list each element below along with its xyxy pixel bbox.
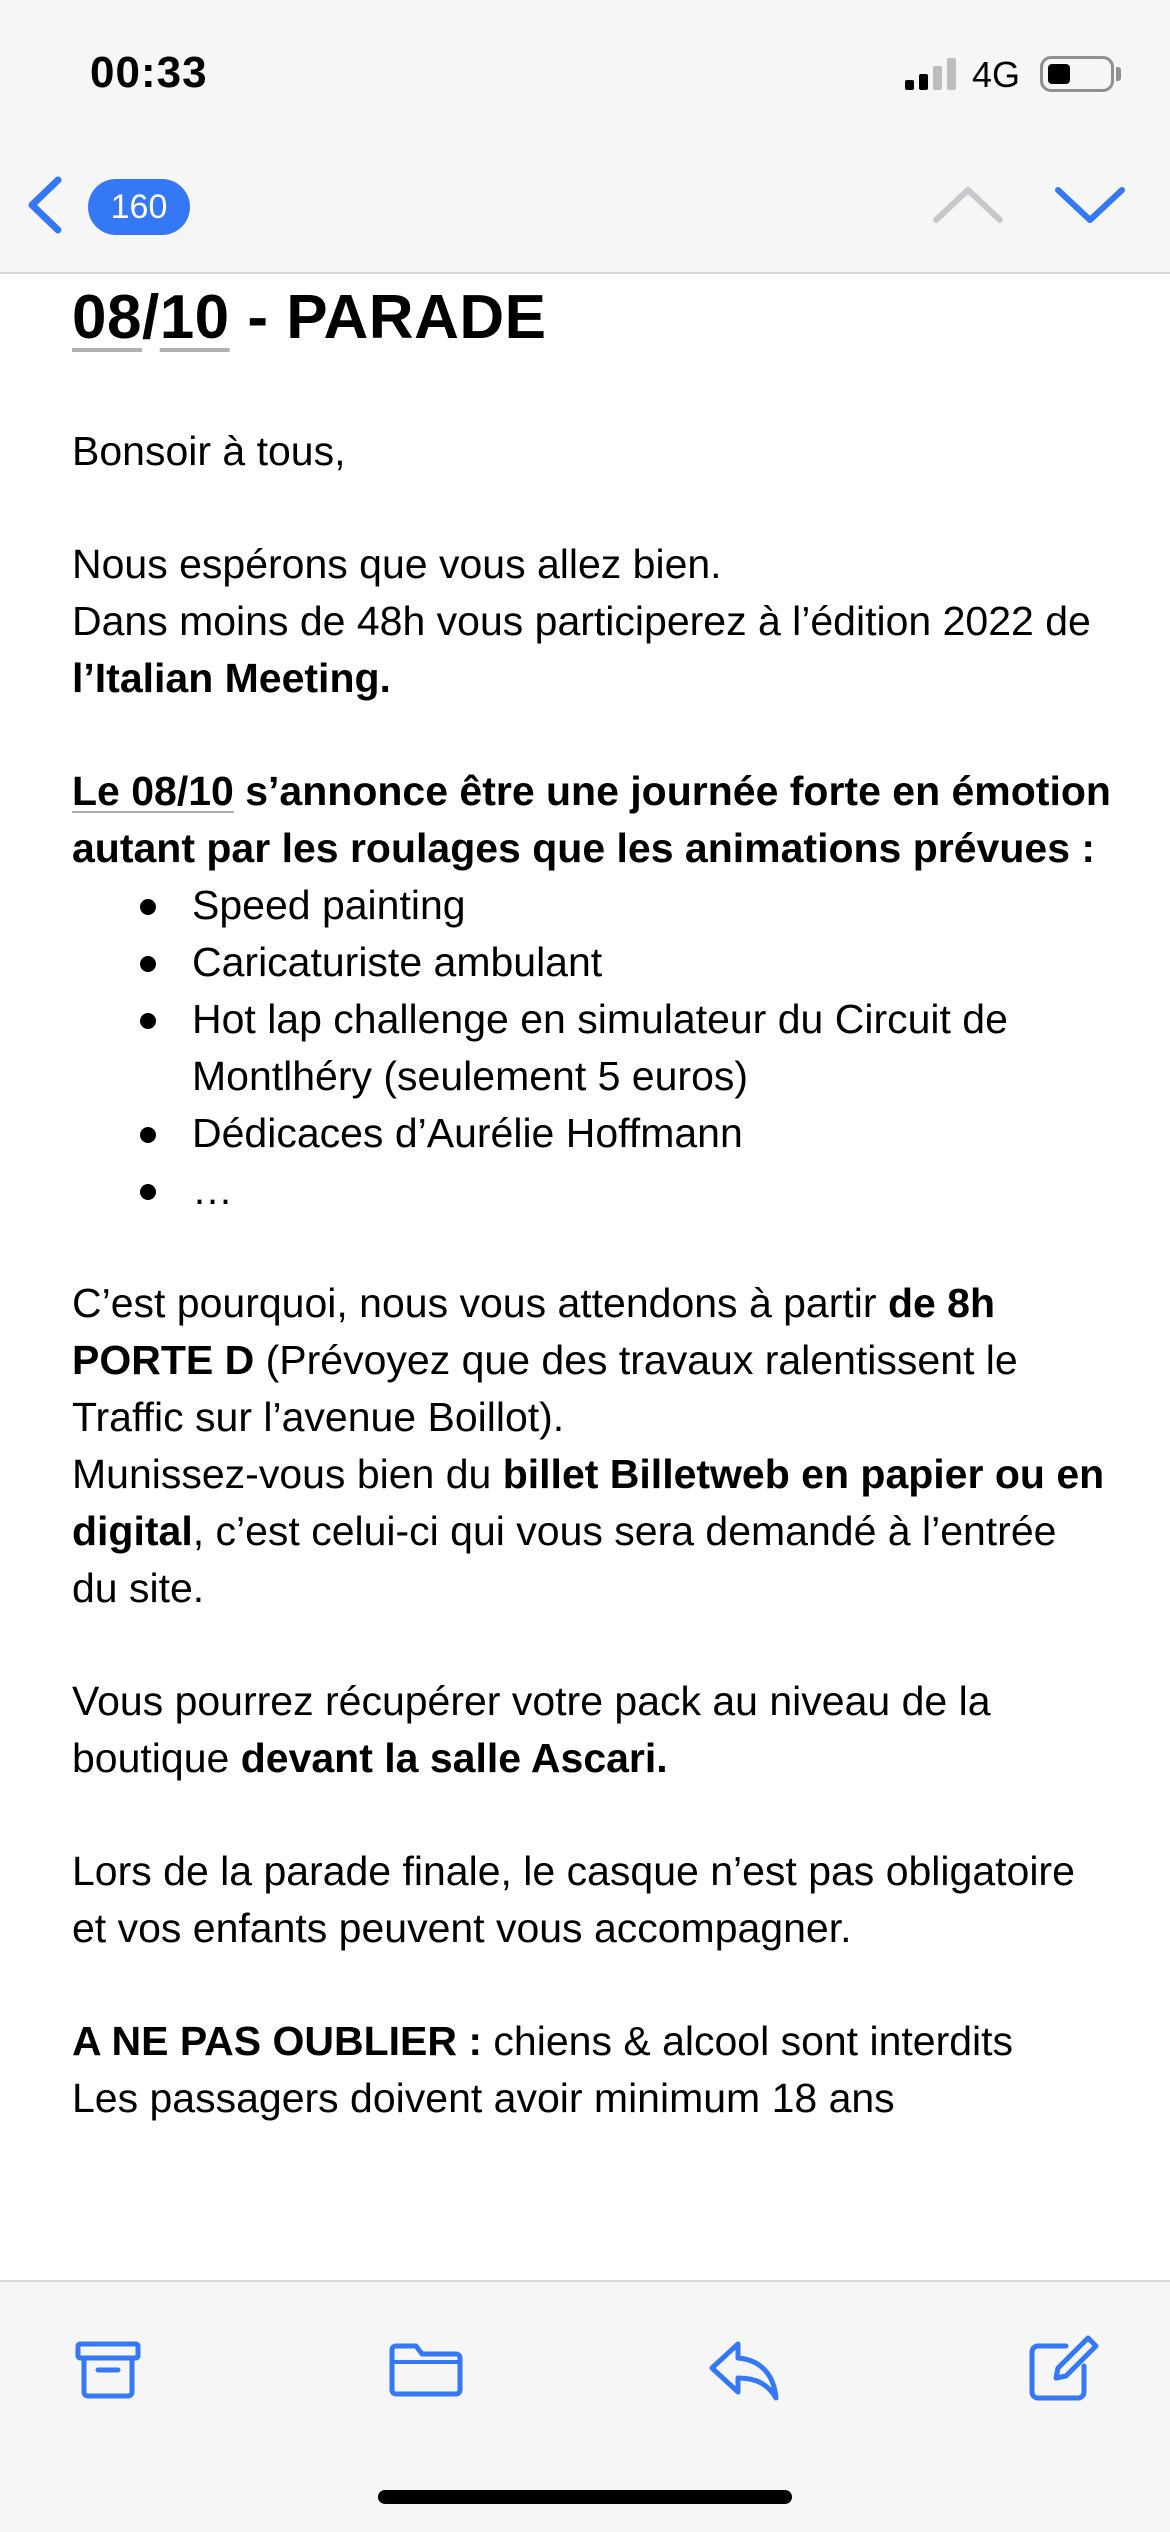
unread-count-badge[interactable]: 160 (88, 179, 190, 235)
cellular-signal-icon (905, 56, 957, 90)
edition-text: Dans moins de 48h vous participerez à l’édition 2022 de (72, 598, 1091, 644)
paragraph-wellbeing: Nous espérons que vous allez bien. (72, 541, 722, 587)
event-name: l’Italian Meeting. (72, 655, 391, 701)
mail-subject (72, 282, 1112, 353)
list-item: Speed painting (72, 877, 1112, 934)
paragraph-ticket (72, 1446, 1112, 1617)
mail-body (72, 276, 1112, 2272)
list-item: Hot lap challenge en simulateur du Circuit de Montlhéry (seulement 5 euros) (72, 991, 1112, 1105)
ticket-type: billet Billetweb en papier ou en digital (72, 1451, 1105, 1554)
subject-rest: - PARADE (229, 283, 547, 352)
pack-location: devant la salle Ascari. (240, 1735, 668, 1781)
program-intro: s’annonce être une journée forte en émotion autant par les roulages que les animations prévues : (72, 768, 1111, 871)
pack-text: Vous pourrez récupérer votre pack au niveau de la boutique (72, 1678, 991, 1781)
greeting: Bonsoir à tous, (72, 428, 346, 474)
features-list (72, 877, 1112, 1219)
chevron-up-icon (930, 180, 1006, 230)
arrival-text: C’est pourquoi, nous vous attendons à partir (72, 1280, 888, 1326)
folder-icon[interactable] (386, 2330, 466, 2410)
archive-icon[interactable] (68, 2330, 148, 2410)
ticket-note: , c’est celui-ci qui vous sera demandé à l’entrée du site. (72, 1508, 1057, 1611)
paragraph-parade: Lors de la parade finale, le casque n’est pas obligatoire et vos enfants peuvent vous accompagner. (72, 1848, 1075, 1951)
subject-date-slash: / (141, 283, 160, 352)
battery-icon (1040, 56, 1114, 92)
list-item: Dédicaces d’Aurélie Hoffmann (72, 1105, 1112, 1162)
status-time: 00:33 (90, 48, 208, 97)
next-message-button[interactable] (1052, 180, 1128, 230)
ticket-text: Munissez-vous bien du (72, 1451, 503, 1497)
paragraph-edition (72, 593, 1112, 707)
reminder-text: chiens & alcool sont interdits (482, 2018, 1014, 2064)
arrival-time-gate: de 8h PORTE D (72, 1280, 996, 1383)
reminder-label: A NE PAS OUBLIER : (72, 2018, 483, 2064)
chevron-left-icon (22, 170, 72, 240)
network-type: 4G (972, 54, 1021, 95)
traffic-note: (Prévoyez que des travaux ralentissent le Traffic sur l’avenue Boillot). (72, 1337, 1018, 1440)
subject-date-day[interactable]: 08 (72, 283, 142, 352)
event-date-link[interactable]: Le 08/10 (72, 768, 234, 814)
paragraph-arrival (72, 1275, 1112, 1446)
list-item: … (72, 1162, 1112, 1219)
list-item: Caricaturiste ambulant (72, 934, 1112, 991)
paragraph-pack (72, 1673, 1112, 1787)
battery-cap (1116, 67, 1121, 81)
paragraph-reminder (72, 2013, 1112, 2070)
paragraph-program (72, 763, 1112, 877)
header-bar (0, 0, 1170, 274)
compose-icon[interactable] (1022, 2330, 1102, 2410)
back-button[interactable] (22, 170, 72, 240)
reply-icon[interactable] (704, 2330, 784, 2410)
message-text (72, 423, 1112, 2127)
paragraph-passengers: Les passagers doivent avoir minimum 18 ans (72, 2075, 895, 2121)
chevron-down-icon (1052, 180, 1128, 230)
home-indicator[interactable] (378, 2490, 792, 2504)
previous-message-button[interactable] (930, 180, 1006, 230)
subject-date-month[interactable]: 10 (159, 283, 230, 352)
